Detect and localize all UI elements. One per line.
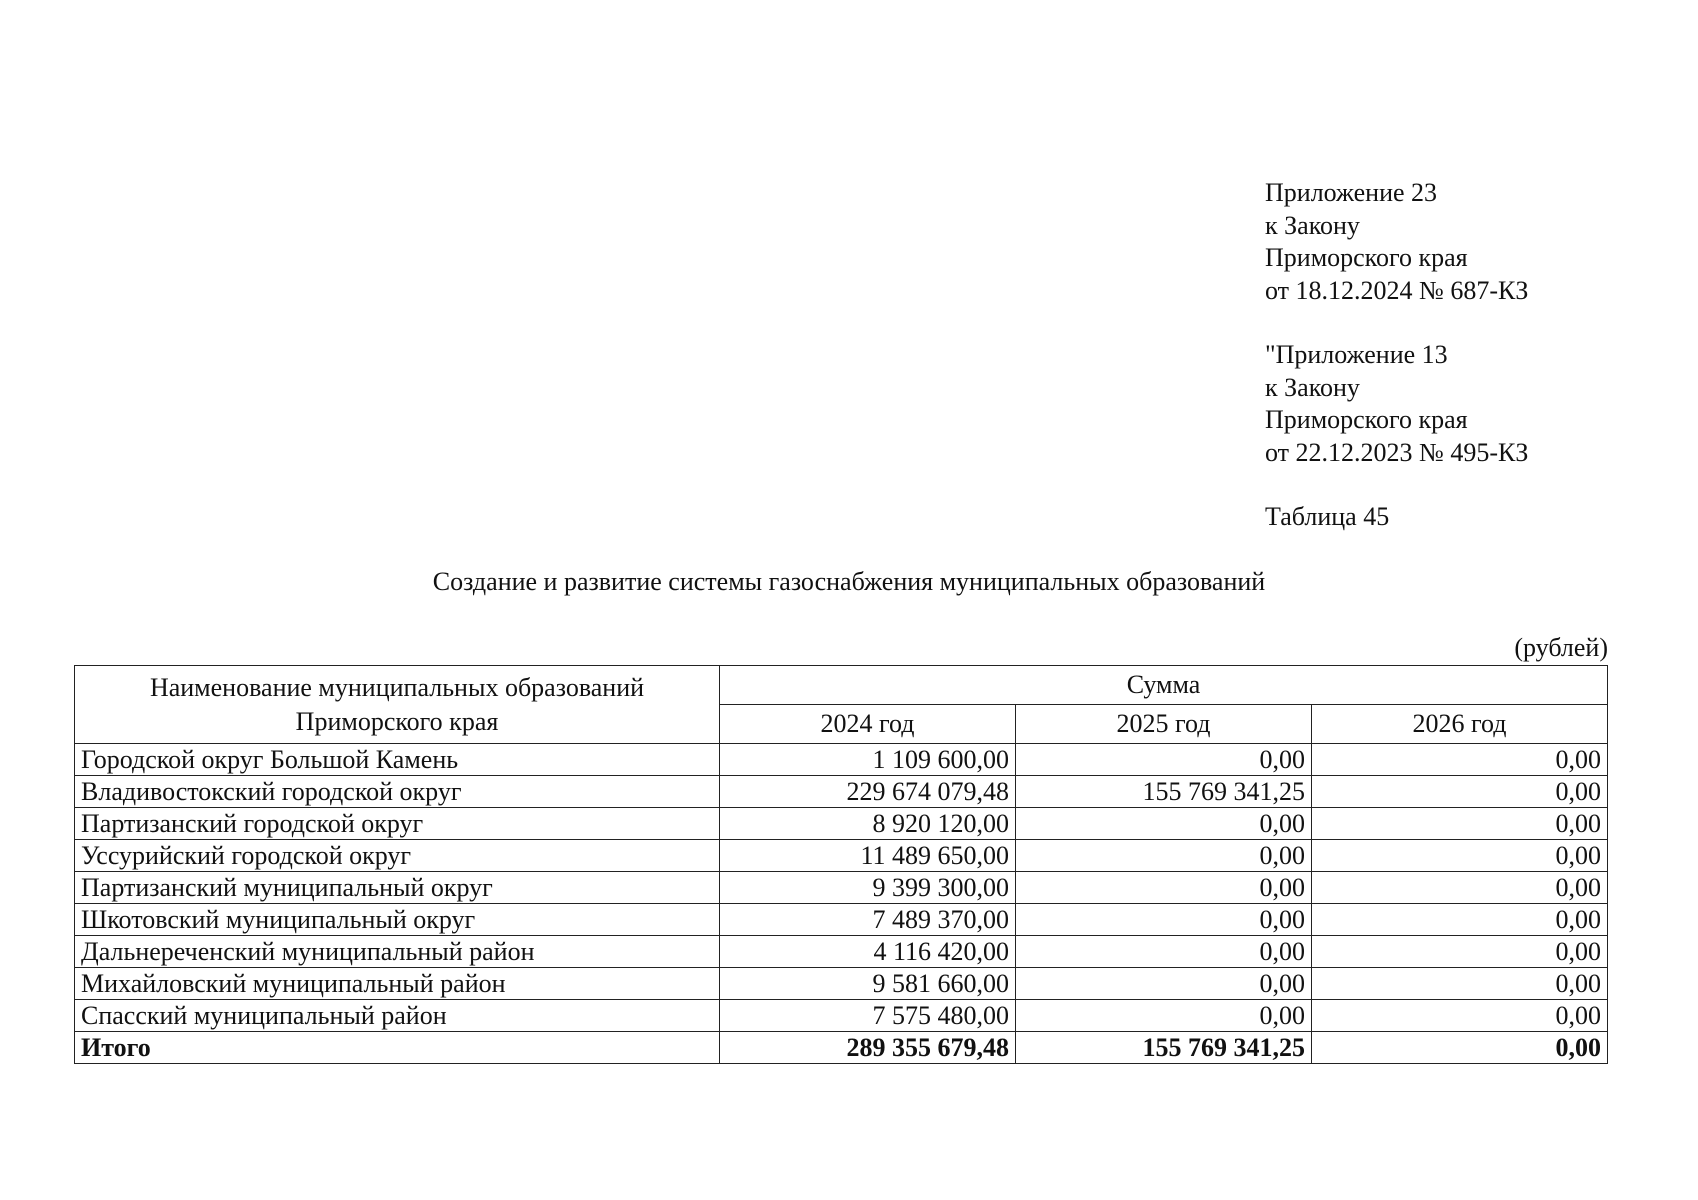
amount-2025: 0,00 — [1016, 968, 1312, 1000]
municipality-name: Уссурийский городской округ — [75, 840, 720, 872]
annex-line: к Закону — [1265, 210, 1360, 240]
amount-2024: 1 109 600,00 — [720, 744, 1016, 776]
document-title: Создание и развитие системы газоснабжения муниципальных образований — [432, 567, 1266, 596]
annex-line: от 22.12.2023 № 495-КЗ — [1265, 437, 1529, 467]
table-row — [75, 904, 1608, 936]
table-row — [75, 1000, 1608, 1032]
amount-2025: 155 769 341,25 — [1016, 776, 1312, 808]
annex-line: от 18.12.2024 № 687-КЗ — [1265, 275, 1529, 305]
annex-line: Приморского края — [1265, 405, 1468, 434]
municipality-name: Партизанский городской округ — [75, 808, 720, 840]
year-header-2025: 2025 год — [1016, 705, 1312, 744]
amount-2026: 0,00 — [1312, 840, 1608, 872]
municipality-name: Владивостокский городской округ — [75, 776, 720, 808]
year-header-2024: 2024 год — [720, 705, 1016, 744]
municipality-name: Партизанский муниципальный округ — [75, 872, 720, 904]
year-header-2026: 2026 год — [1312, 705, 1608, 744]
amount-2024: 229 674 079,48 — [720, 776, 1016, 808]
amount-2024: 11 489 650,00 — [720, 840, 1016, 872]
amount-2025: 0,00 — [1016, 744, 1312, 776]
table-number: Таблица 45 — [1265, 502, 1390, 531]
amount-2024: 7 489 370,00 — [720, 904, 1016, 936]
amount-2026: 0,00 — [1312, 1000, 1608, 1032]
amount-2026: 0,00 — [1312, 904, 1608, 936]
municipality-name-header: Наименование муниципальных образований Приморского края — [75, 666, 720, 744]
amount-2026: 0,00 — [1312, 744, 1608, 776]
table-body — [75, 744, 1608, 1064]
funding-table — [74, 665, 1608, 1064]
amount-2026: 0,00 — [1312, 968, 1608, 1000]
table-row — [75, 808, 1608, 840]
amount-2024: 9 581 660,00 — [720, 968, 1016, 1000]
municipality-name: Спасский муниципальный район — [75, 1000, 720, 1032]
amount-2026: 0,00 — [1312, 776, 1608, 808]
annex-header-amended — [1265, 339, 1528, 469]
total-row — [75, 1032, 1608, 1064]
total-2024: 289 355 679,48 — [720, 1032, 1016, 1064]
amount-2026: 0,00 — [1312, 808, 1608, 840]
amount-2026: 0,00 — [1312, 872, 1608, 904]
amount-2025: 0,00 — [1016, 808, 1312, 840]
amount-2025: 0,00 — [1016, 904, 1312, 936]
amount-2024: 4 116 420,00 — [720, 936, 1016, 968]
amount-2025: 0,00 — [1016, 1000, 1312, 1032]
sum-header: Сумма — [720, 666, 1608, 705]
total-2026: 0,00 — [1312, 1032, 1608, 1064]
table-row — [75, 872, 1608, 904]
municipality-name: Шкотовский муниципальный округ — [75, 904, 720, 936]
table-row — [75, 968, 1608, 1000]
municipality-name: Дальнереченский муниципальный район — [75, 936, 720, 968]
amount-2024: 7 575 480,00 — [720, 1000, 1016, 1032]
amount-2024: 9 399 300,00 — [720, 872, 1016, 904]
amount-2024: 8 920 120,00 — [720, 808, 1016, 840]
municipality-name: Михайловский муниципальный район — [75, 968, 720, 1000]
table-header — [75, 666, 1608, 744]
table-row — [75, 744, 1608, 776]
table-row — [75, 840, 1608, 872]
annex-line: Приморского края — [1265, 243, 1468, 272]
header-row — [75, 666, 1608, 705]
amount-2025: 0,00 — [1016, 936, 1312, 968]
amount-2026: 0,00 — [1312, 936, 1608, 968]
annex-line: Приложение 23 — [1265, 178, 1438, 207]
total-2025: 155 769 341,25 — [1016, 1032, 1312, 1064]
unit-label: (рублей) — [1514, 633, 1608, 662]
table-row — [75, 936, 1608, 968]
annex-line: "Приложение 13 — [1265, 340, 1448, 369]
table-row — [75, 776, 1608, 808]
amount-2025: 0,00 — [1016, 872, 1312, 904]
annex-header-current — [1265, 177, 1528, 307]
annex-line: к Закону — [1265, 372, 1360, 402]
total-label: Итого — [75, 1032, 720, 1064]
amount-2025: 0,00 — [1016, 840, 1312, 872]
municipality-name: Городской округ Большой Камень — [75, 744, 720, 776]
